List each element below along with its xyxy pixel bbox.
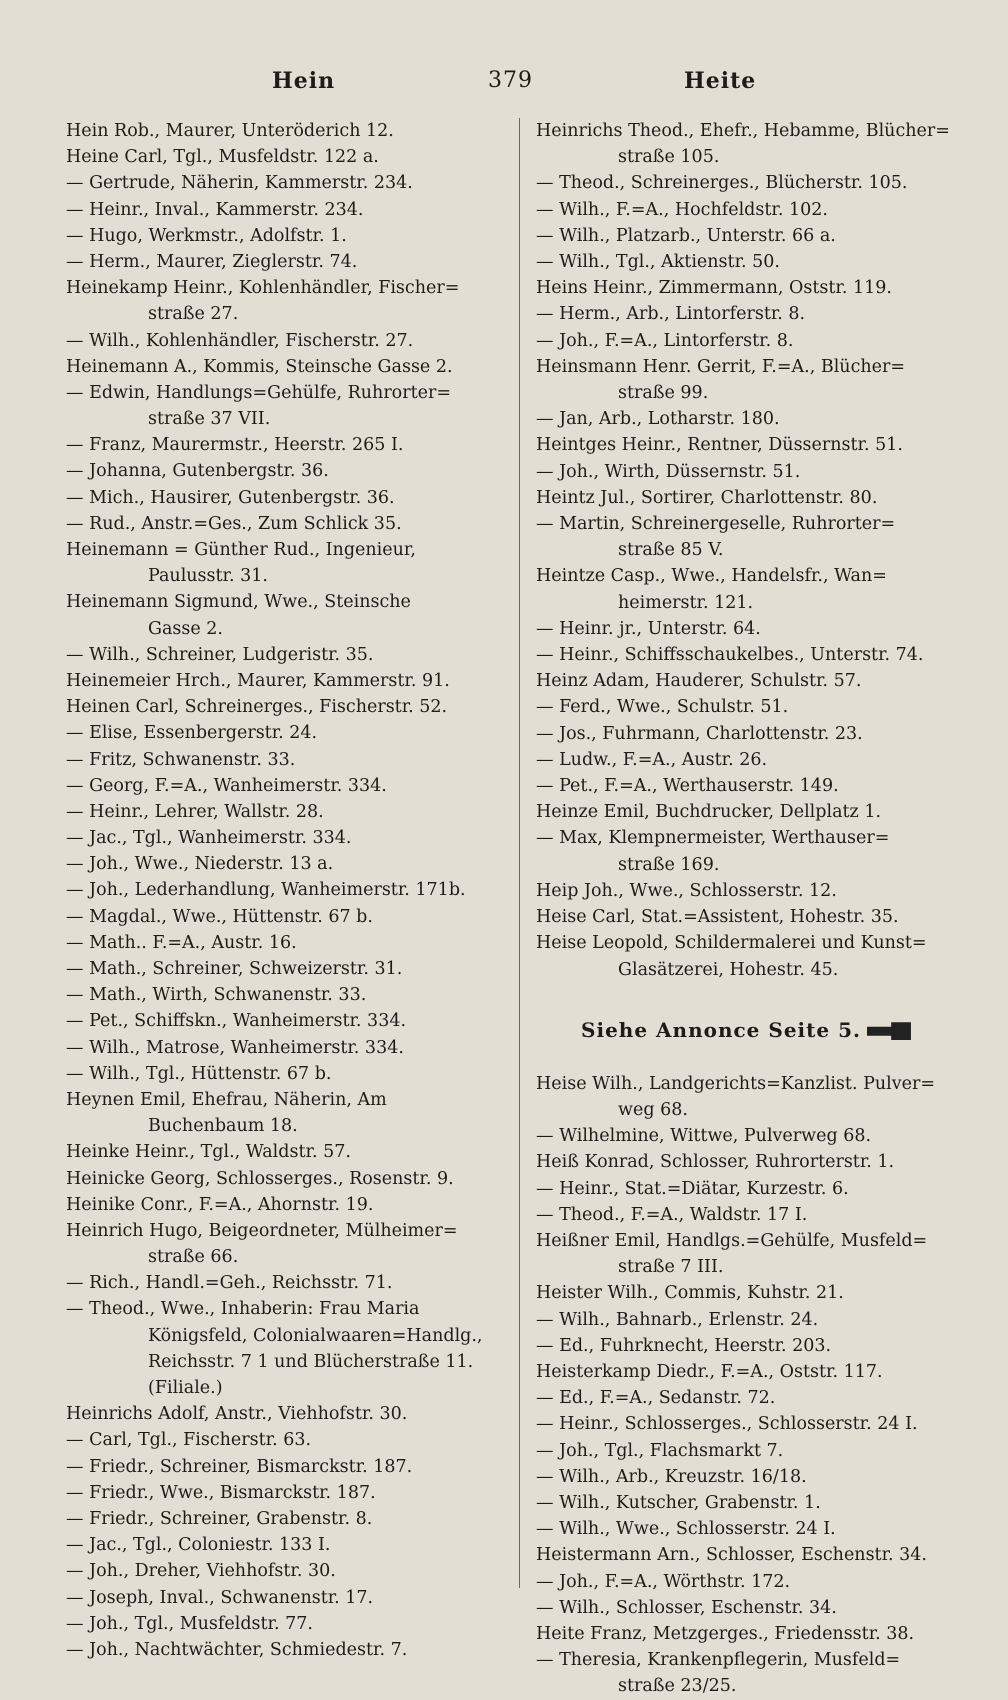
directory-entry-line: Heins Heinr., Zimmermann, Oststr. 119. [536,278,892,299]
directory-sub-line: — Wilh., Platzarb., Unterstr. 66 a. [536,225,836,246]
directory-entry-line: Heise Leopold, Schildermalerei und Kunst= [536,933,927,954]
directory-cont-line: (Filiale.) [148,1378,223,1398]
directory-sub-line: — Pet., F.=A., Werthauserstr. 149. [536,776,839,797]
directory-entry-line: Heinen Carl, Schreinerges., Fischerstr. 52. [66,697,448,718]
notice-text: Siehe Annonce Seite 5. [581,1017,861,1042]
directory-sub-line: — Jos., Fuhrmann, Charlottenstr. 23. [536,723,863,744]
directory-sub-line: — Magdal., Wwe., Hüttenstr. 67 b. [66,906,373,927]
directory-sub-line: — Math., Wirth, Schwanenstr. 33. [66,985,367,1006]
directory-sub-line: — Theod., Wwe., Inhaberin: Frau Maria [66,1299,420,1320]
directory-sub-line: — Heinr., Schiffsschaukelbes., Unterstr. 74. [536,645,924,666]
advertisement-notice [536,999,956,1061]
directory-entry-line: Heine Carl, Tgl., Musfeldstr. 122 a. [66,147,379,168]
directory-sub-line: — Joh., Lederhandlung, Wanheimerstr. 171b. [66,880,466,901]
directory-sub-line: — Jac., Tgl., Coloniestr. 133 I. [66,1535,331,1556]
directory-entry-line: Heister Wilh., Commis, Kuhstr. 21. [536,1283,844,1304]
directory-sub-line: — Joh., Nachtwächter, Schmiedestr. 7. [66,1639,408,1660]
directory-entry-line: Heinemann Sigmund, Wwe., Steinsche [66,592,411,613]
directory-entry-line: Heite Franz, Metzgerges., Friedensstr. 38. [536,1623,915,1644]
directory-sub-line: — Friedr., Schreiner, Bismarckstr. 187. [66,1456,413,1477]
directory-sub-line: — Heinr., Inval., Kammerstr. 234. [66,199,364,220]
directory-sub-line: — Max, Klempnermeister, Werthauser= [536,828,890,849]
directory-sub-line: — Wilh., Arb., Kreuzstr. 16/18. [536,1466,807,1487]
directory-sub-line: — Wilh., Bahnarb., Erlenstr. 24. [536,1309,819,1330]
directory-sub-line: — Heinr., Schlosserges., Schlosserstr. 24 I. [536,1414,918,1435]
directory-sub-line: — Carl, Tgl., Fischerstr. 63. [66,1430,312,1451]
directory-sub-line: — Wilhelmine, Wittwe, Pulverweg 68. [536,1126,872,1147]
right-column-top [536,118,956,983]
directory-cont-line: Königsfeld, Colonialwaaren=Handlg., [148,1325,483,1346]
directory-entry-line: Heintze Casp., Wwe., Handelsfr., Wan= [536,566,887,587]
directory-entry-line: Heynen Emil, Ehefrau, Näherin, Am [66,1089,387,1110]
directory-sub-line: — Herm., Arb., Lintorferstr. 8. [536,304,806,325]
directory-sub-line: — Jac., Tgl., Wanheimerstr. 334. [66,828,352,849]
directory-cont-line: straße 105. [618,147,720,168]
directory-entry-line: Heinekamp Heinr., Kohlenhändler, Fischer= [66,278,460,299]
directory-sub-line: — Martin, Schreinergeselle, Ruhrorter= [536,514,896,535]
directory-sub-line: — Herm., Maurer, Zieglerstr. 74. [66,251,358,272]
pointing-hand-icon [867,1022,911,1040]
running-head-left: Hein [272,68,336,94]
directory-sub-line: — Friedr., Wwe., Bismarckstr. 187. [66,1482,376,1503]
directory-sub-line: — Pet., Schiffskn., Wanheimerstr. 334. [66,1011,407,1032]
directory-entry-line: Heinike Conr., F.=A., Ahornstr. 19. [66,1194,374,1215]
directory-entry-line: Heiß Konrad, Schlosser, Ruhrorterstr. 1. [536,1152,895,1173]
directory-sub-line: — Ludw., F.=A., Austr. 26. [536,749,768,770]
directory-sub-line: — Theod., F.=A., Waldstr. 17 I. [536,1204,808,1225]
running-head-right: Heite [684,68,757,94]
directory-sub-line: — Theresia, Krankenpflegerin, Musfeld= [536,1650,901,1671]
directory-sub-line: — Joh., Tgl., Musfeldstr. 77. [66,1613,313,1634]
directory-sub-line: — Wilh., Wwe., Schlosserstr. 24 I. [536,1519,836,1540]
directory-entry-line: Heinemann = Günther Rud., Ingenieur, [66,540,416,560]
directory-sub-line: — Joh., Wirth, Düssernstr. 51. [536,461,801,482]
directory-entry-line: Heise Wilh., Landgerichts=Kanzlist. Pulver= [536,1073,935,1094]
directory-sub-line: — Elise, Essenbergerstr. 24. [66,723,318,744]
directory-entry-line: Hein Rob., Maurer, Unteröderich 12. [66,121,394,141]
directory-entry-line: Heinke Heinr., Tgl., Waldstr. 57. [66,1142,351,1163]
directory-sub-line: — Rud., Anstr.=Ges., Zum Schlick 35. [66,513,402,534]
directory-cont-line: heimerstr. 121. [618,592,754,613]
directory-sub-line: — Wilh., Kutscher, Grabenstr. 1. [536,1492,821,1513]
page-number: 379 [488,68,533,93]
directory-entry-line: Heinrichs Adolf, Anstr., Viehhofstr. 30. [66,1404,408,1425]
directory-cont-line: straße 99. [618,383,709,404]
directory-sub-line: — Math.. F.=A., Austr. 16. [66,932,297,953]
directory-entry-line: Heinz Adam, Hauderer, Schulstr. 57. [536,671,862,692]
directory-entry-line: Heintz Jul., Sortirer, Charlottenstr. 80. [536,487,878,508]
directory-entry-line: Heinemeier Hrch., Maurer, Kammerstr. 91. [66,670,450,691]
directory-sub-line: — Gertrude, Näherin, Kammerstr. 234. [66,173,413,194]
directory-cont-line: Glasätzerei, Hohestr. 45. [618,959,839,980]
directory-sub-line: — Rich., Handl.=Geh., Reichsstr. 71. [66,1273,393,1294]
directory-sub-line: — Hugo, Werkmstr., Adolfstr. 1. [66,225,347,246]
directory-cont-line: straße 7 III. [618,1257,724,1278]
directory-sub-line: — Joh., Dreher, Viehhofstr. 30. [66,1561,336,1582]
directory-sub-line: — Friedr., Schreiner, Grabenstr. 8. [66,1508,373,1529]
directory-cont-line: straße 23/25. [618,1676,737,1697]
directory-entry-line: Heise Carl, Stat.=Assistent, Hohestr. 35. [536,907,899,928]
directory-sub-line: — Wilh., Schreiner, Ludgeristr. 35. [66,644,374,665]
directory-sub-line: — Ed., F.=A., Sedanstr. 72. [536,1388,776,1409]
directory-sub-line: — Wilh., Schlosser, Eschenstr. 34. [536,1597,837,1618]
directory-sub-line: — Wilh., Tgl., Hüttenstr. 67 b. [66,1063,332,1084]
directory-cont-line: straße 37 VII. [148,409,271,430]
directory-sub-line: — Jan, Arb., Lotharstr. 180. [536,409,780,430]
directory-sub-line: — Georg, F.=A., Wanheimerstr. 334. [66,775,387,796]
directory-sub-line: — Joh., F.=A., Wörthstr. 172. [536,1571,791,1592]
directory-entry-line: Heintges Heinr., Rentner, Düssernstr. 51. [536,435,903,456]
directory-sub-line: — Mich., Hausirer, Gutenbergstr. 36. [66,487,395,508]
directory-sub-line: — Math., Schreiner, Schweizerstr. 31. [66,959,403,979]
directory-sub-line: — Theod., Schreinerges., Blücherstr. 105. [536,173,908,194]
directory-sub-line: — Joseph, Inval., Schwanenstr. 17. [66,1587,374,1608]
directory-sub-line: — Wilh., Tgl., Aktienstr. 50. [536,252,780,273]
directory-entry-line: Heinemann A., Kommis, Steinsche Gasse 2. [66,356,453,377]
directory-entry-line: Heistermann Arn., Schlosser, Eschenstr. 34. [536,1545,927,1566]
directory-cont-line: straße 169. [618,854,720,875]
left-column [66,118,506,1663]
directory-sub-line: — Wilh., Kohlenhändler, Fischerstr. 27. [66,330,414,351]
directory-sub-line: — Heinr. jr., Unterstr. 64. [536,618,761,639]
directory-entry-line: Heinrichs Theod., Ehefr., Hebamme, Blücher= [536,121,950,141]
directory-cont-line: Paulusstr. 31. [148,566,268,587]
directory-sub-line: — Heinr., Stat.=Diätar, Kurzestr. 6. [536,1178,849,1199]
directory-sub-line: — Wilh., Matrose, Wanheimerstr. 334. [66,1037,404,1058]
directory-sub-line: — Fritz, Schwanenstr. 33. [66,749,296,770]
directory-cont-line: straße 27. [148,304,239,325]
directory-sub-line: — Joh., Wwe., Niederstr. 13 a. [66,854,334,875]
directory-entry-line: Heinicke Georg, Schlosserges., Rosenstr. 9. [66,1168,454,1189]
directory-entry-line: Heißner Emil, Handlgs.=Gehülfe, Musfeld= [536,1230,928,1251]
directory-sub-line: — Edwin, Handlungs=Gehülfe, Ruhrorter= [66,382,451,403]
directory-entry-line: Heinze Emil, Buchdrucker, Dellplatz 1. [536,802,882,823]
directory-sub-line: — Franz, Maurermstr., Heerstr. 265 I. [66,435,404,456]
directory-sub-line: — Heinr., Lehrer, Wallstr. 28. [66,801,324,822]
directory-entry-line: Heinsmann Henr. Gerrit, F.=A., Blücher= [536,356,906,377]
directory-entry-line: Heinrich Hugo, Beigeordneter, Mülheimer= [66,1220,458,1241]
directory-cont-line: Reichsstr. 7 1 und Blücherstraße 11. [148,1351,474,1372]
directory-sub-line: — Ed., Fuhrknecht, Heerstr. 203. [536,1335,832,1356]
directory-sub-line: — Johanna, Gutenbergstr. 36. [66,461,329,482]
right-column [536,118,956,1700]
directory-sub-line: — Joh., Tgl., Flachsmarkt 7. [536,1440,784,1461]
directory-sub-line: — Joh., F.=A., Lintorferstr. 8. [536,330,794,351]
directory-cont-line: Buchenbaum 18. [148,1116,298,1137]
directory-cont-line: straße 85 V. [618,540,724,561]
directory-entry-line: Heisterkamp Diedr., F.=A., Oststr. 117. [536,1361,883,1382]
directory-sub-line: — Ferd., Wwe., Schulstr. 51. [536,697,789,718]
directory-entry-line: Heip Joh., Wwe., Schlosserstr. 12. [536,880,837,901]
directory-cont-line: straße 66. [148,1247,239,1268]
directory-cont-line: Gasse 2. [148,618,223,639]
column-divider [519,118,520,1588]
directory-sub-line: — Wilh., F.=A., Hochfeldstr. 102. [536,199,828,220]
directory-cont-line: weg 68. [618,1099,688,1120]
right-column-bottom [536,1071,956,1700]
